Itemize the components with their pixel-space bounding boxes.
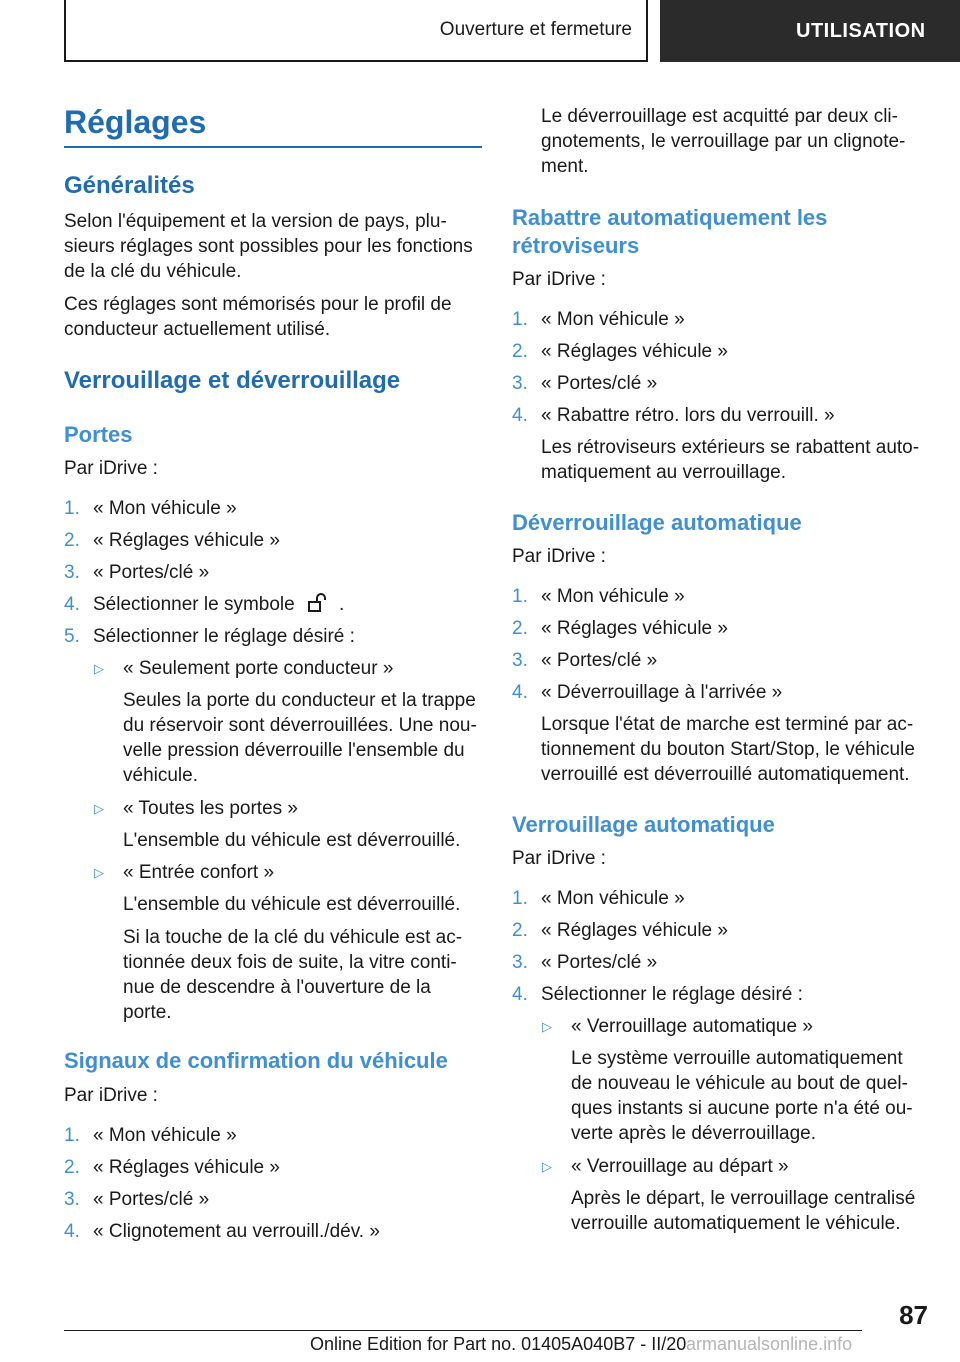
step-number: 2. [64, 1157, 80, 1178]
step-number: 5. [64, 626, 80, 647]
option-desc: L'ensemble du véhicule est déverrouillé. [123, 830, 461, 851]
option-label: « Seulement porte conducteur » [123, 658, 394, 679]
paragraph-line: de la clé du véhicule. [64, 261, 242, 282]
option-desc: Le système verrouille automatiquement [571, 1048, 903, 1069]
step-text: « Mon véhicule » [541, 586, 685, 607]
step-desc: Lorsque l'état de marche est terminé par ac- [541, 714, 914, 735]
step-number: 4. [64, 594, 80, 615]
chapter-tab: UTILISATION [660, 0, 960, 62]
paragraph-line: ment. [541, 156, 589, 177]
step-number: 3. [64, 562, 80, 583]
step-text: « Déverrouillage à l'arrivée » [541, 682, 783, 703]
step-text: Sélectionner le symbole [93, 594, 295, 615]
triangle-bullet-icon: ▷ [542, 1019, 552, 1034]
step-number: 4. [64, 1221, 80, 1242]
intro-text: Par iDrive : [512, 848, 606, 869]
step-text: « Portes/clé » [541, 373, 658, 394]
heading-verrouillage-auto: Verrouillage automatique [512, 812, 775, 837]
step-number: 1. [512, 309, 528, 330]
step-text: « Portes/clé » [93, 1189, 210, 1210]
paragraph-line: sieurs réglages sont possibles pour les fonctions [64, 236, 473, 257]
heading-generalites: Généralités [64, 172, 195, 199]
footer-divider [64, 1330, 862, 1331]
option-desc: verte après le déverrouillage. [571, 1123, 817, 1144]
step-text: « Portes/clé » [541, 650, 658, 671]
heading-deverrouillage-auto: Déverrouillage automatique [512, 510, 802, 535]
option-label: « Verrouillage au départ » [571, 1156, 789, 1177]
option-desc: Si la touche de la clé du véhicule est ac- [123, 927, 463, 948]
option-label: « Toutes les portes » [123, 798, 298, 819]
step-number: 3. [512, 650, 528, 671]
paragraph-line: conducteur actuellement utilisé. [64, 319, 331, 340]
option-desc: Seules la porte du conducteur et la trappe [123, 690, 476, 711]
heading-rabattre: Rabattre automatiquement les [512, 205, 828, 230]
watermark: armanualsonline.info [686, 1334, 853, 1354]
step-number: 3. [512, 373, 528, 394]
option-desc: L'ensemble du véhicule est déverrouillé. [123, 894, 461, 915]
step-number: 1. [512, 888, 528, 909]
step-number: 1. [64, 498, 80, 519]
option-label: « Verrouillage automatique » [571, 1016, 813, 1037]
option-desc: de nouveau le véhicule au bout de quel- [571, 1073, 908, 1094]
step-text: « Réglages véhicule » [541, 341, 728, 362]
option-desc: véhicule. [123, 765, 198, 786]
page-header [64, 0, 960, 64]
paragraph-line: Selon l'équipement et la version de pays, plu- [64, 211, 447, 232]
step-text: « Réglages véhicule » [541, 920, 728, 941]
step-number: 1. [512, 586, 528, 607]
step-text: Sélectionner le réglage désiré : [541, 984, 803, 1005]
step-text: « Mon véhicule » [93, 1125, 237, 1146]
heading-verrouillage: Verrouillage et déverrouillage [64, 367, 401, 394]
option-desc: nue de descendre à l'ouverture de la [123, 977, 431, 998]
step-text: « Réglages véhicule » [541, 618, 728, 639]
step-text: « Mon véhicule » [541, 309, 685, 330]
intro-text: Par iDrive : [64, 1085, 158, 1106]
step-desc: verrouillé est déverrouillé automatiquement. [541, 764, 910, 785]
intro-text: Par iDrive : [512, 269, 606, 290]
section-title: Ouverture et fermeture [64, 0, 648, 62]
step-text-suffix: . [339, 594, 345, 615]
step-number: 4. [512, 682, 528, 703]
intro-text: Par iDrive : [512, 546, 606, 567]
page-number: 87 [899, 1300, 928, 1330]
step-desc: Les rétroviseurs extérieurs se rabattent auto- [541, 437, 920, 458]
step-number: 4. [512, 984, 528, 1005]
paragraph-line: Le déverrouillage est acquitté par deux cli- [541, 106, 898, 127]
step-text: « Portes/clé » [541, 952, 658, 973]
option-desc: verrouille automatiquement le véhicule. [571, 1213, 901, 1234]
paragraph-line: gnotements, le verrouillage par un clignote- [541, 131, 906, 152]
step-number: 1. [64, 1125, 80, 1146]
heading-signaux: Signaux de confirmation du véhicule [64, 1048, 448, 1073]
option-desc: du réservoir sont déverrouillées. Une nou- [123, 715, 477, 736]
option-desc: porte. [123, 1002, 172, 1023]
step-desc: matiquement au verrouillage. [541, 462, 787, 483]
title-divider [64, 146, 482, 148]
step-text: « Portes/clé » [93, 562, 210, 583]
triangle-bullet-icon: ▷ [542, 1159, 552, 1174]
step-number: 2. [512, 341, 528, 362]
step-number: 2. [512, 618, 528, 639]
step-number: 3. [64, 1189, 80, 1210]
step-number: 2. [64, 530, 80, 551]
triangle-bullet-icon: ▷ [94, 865, 104, 880]
step-text: Sélectionner le réglage désiré : [93, 626, 355, 647]
heading-rabattre-line2: rétroviseurs [512, 233, 640, 258]
page-title: Réglages [64, 104, 207, 140]
edition-text: Online Edition for Part no. 01405A040B7 - II/20 [310, 1334, 687, 1354]
option-desc: velle pression déverrouille l'ensemble du [123, 740, 465, 761]
option-label: « Entrée confort » [123, 862, 275, 883]
step-text: « Réglages véhicule » [93, 1157, 280, 1178]
paragraph-line: Ces réglages sont mémorisés pour le profil de [64, 294, 452, 315]
option-desc: ques instants si aucune porte n'a été ou- [571, 1098, 913, 1119]
unlock-icon [306, 592, 328, 614]
step-number: 3. [512, 952, 528, 973]
step-text: « Réglages véhicule » [93, 530, 280, 551]
step-number: 2. [512, 920, 528, 941]
option-desc: Après le départ, le verrouillage centralisé [571, 1188, 916, 1209]
step-text: « Clignotement au verrouill./dév. » [93, 1221, 380, 1242]
step-text: « Mon véhicule » [93, 498, 237, 519]
triangle-bullet-icon: ▷ [94, 801, 104, 816]
step-text: « Rabattre rétro. lors du verrouill. » [541, 405, 835, 426]
step-desc: tionnement du bouton Start/Stop, le véhicule [541, 739, 915, 760]
step-number: 4. [512, 405, 528, 426]
heading-portes: Portes [64, 422, 133, 447]
intro-text: Par iDrive : [64, 458, 158, 479]
option-desc: tionnée deux fois de suite, la vitre conti- [123, 952, 457, 973]
triangle-bullet-icon: ▷ [94, 661, 104, 676]
step-text: « Mon véhicule » [541, 888, 685, 909]
